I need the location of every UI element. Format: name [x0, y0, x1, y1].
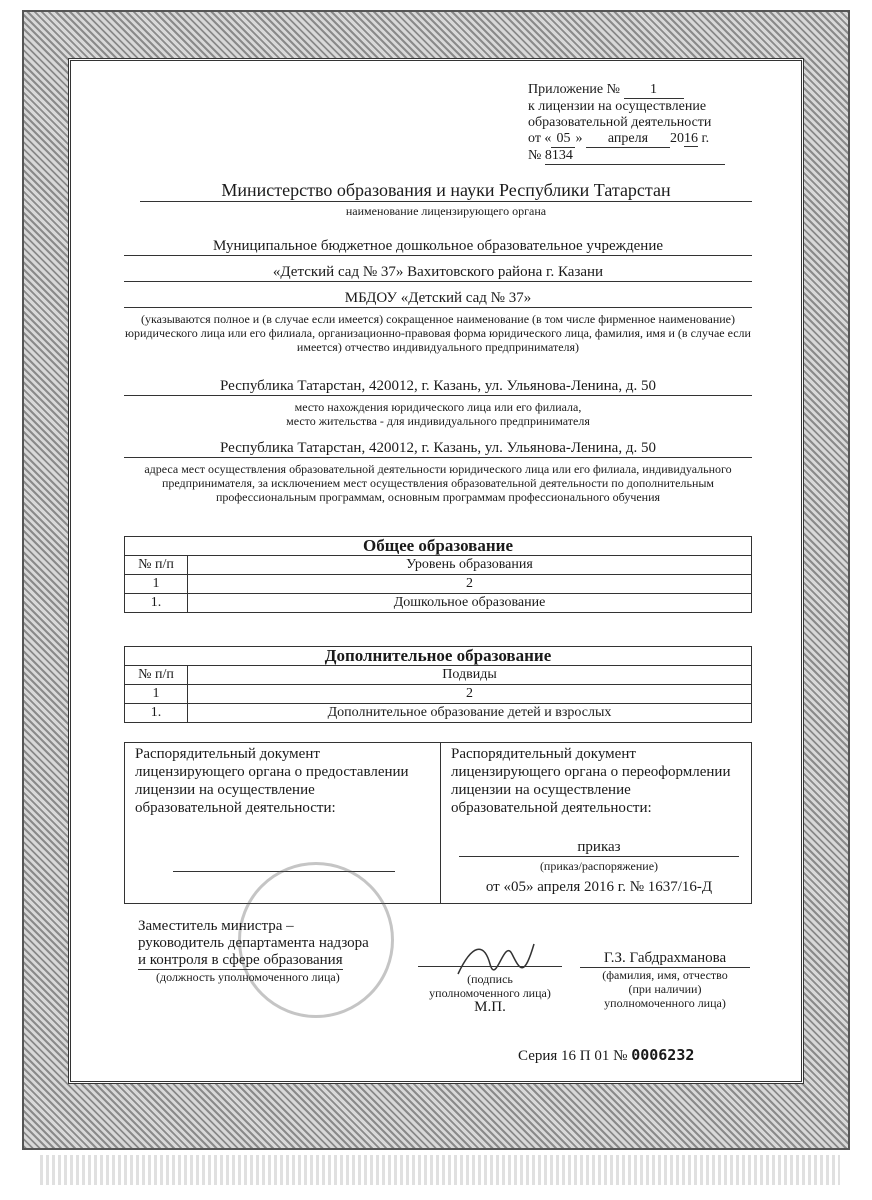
date-mid: » — [575, 131, 583, 146]
appendix-line3: образовательной деятельности — [528, 115, 712, 130]
series-no-label: № — [613, 1048, 628, 1064]
orders-block — [124, 742, 752, 904]
signature-caption — [400, 972, 580, 1014]
signature-caption2: уполномоченного лица) — [429, 986, 551, 1000]
org-line3: МБДОУ «Детский сад № 37» — [124, 290, 752, 308]
orders-right-text: Распорядительный документ лицензирующего органа о переоформлении лицензии на осуществление образовательной деятельности: — [451, 746, 731, 816]
authority-name: Министерство образования и науки Республики Татарстан — [140, 180, 752, 202]
series-number: 0006232 — [631, 1046, 695, 1064]
appendix-line2: к лицензии на осуществление — [528, 99, 707, 114]
series-value: 16 П 01 — [561, 1048, 610, 1064]
general-row-value: Дошкольное образование — [188, 594, 752, 613]
general-row-number: 1. — [125, 594, 188, 613]
activity-address: Республика Татарстан, 420012, г. Казань, ул. Ульянова-Ленина, д. 50 — [124, 440, 752, 458]
signature-caption1: (подпись — [467, 972, 513, 986]
appendix-header — [528, 82, 738, 165]
table-row — [125, 704, 752, 723]
general-index-2: 2 — [188, 575, 752, 594]
location-address: Республика Татарстан, 420012, г. Казань, ул. Ульянова-Ленина, д. 50 — [124, 378, 752, 396]
general-index-1: 1 — [125, 575, 188, 594]
location-caption1: место нахождения юридического лица или его филиала, — [294, 400, 582, 414]
series-label: Серия — [518, 1048, 558, 1064]
general-col-number: № п/п — [125, 556, 188, 575]
authority-caption: наименование лицензирующего органа — [345, 204, 547, 218]
org-caption: (указываются полное и (в случае если имеется) сокращенное наименование (в том числе фирменное наименование) юридического лица или его филиала, организационно-правовая форма юридического лица, фамилия, имя и (в случае если имеется) отчество индивидуального предпринимателя) — [125, 312, 751, 354]
order-type: приказ — [459, 839, 739, 857]
position-line1: Заместитель министра – — [138, 918, 294, 934]
name-caption2: (при наличии) — [628, 982, 702, 996]
additional-title: Дополнительное образование — [125, 647, 752, 666]
appendix-label: Приложение № — [528, 82, 620, 97]
series-line — [518, 1046, 694, 1065]
additional-row-number: 1. — [125, 704, 188, 723]
seal-place: М.П. — [474, 999, 506, 1015]
orders-divider — [440, 743, 441, 903]
location-caption2: место жительства - для индивидуального предпринимателя — [286, 414, 590, 428]
position-line3: и контроля в сфере образования — [138, 952, 343, 968]
additional-col-subtypes: Подвиды — [188, 666, 752, 685]
bottom-scan-artifact — [40, 1155, 840, 1185]
year-suffix: 16 — [683, 131, 698, 146]
additional-index-1: 1 — [125, 685, 188, 704]
additional-row-value: Дополнительное образование детей и взрослых — [188, 704, 752, 723]
order-type-caption: (приказ/распоряжение) — [539, 859, 659, 873]
position-caption: (должность уполномоченного лица) — [156, 970, 340, 984]
name-caption1: (фамилия, имя, отчество — [602, 968, 728, 982]
orders-left-text: Распорядительный документ лицензирующего органа о предоставлении лицензии на осуществление образовательной деятельности: — [135, 746, 409, 816]
general-title: Общее образование — [125, 537, 752, 556]
date-day: 05 — [551, 131, 575, 148]
activity-caption: адреса мест осуществления образовательной деятельности юридического лица или его филиала, индивидуального предпринимателя, за исключением мест осуществления образовательной деятельности по дополнительным профессиональным программам, основным программам профессионального обучения — [144, 462, 732, 504]
general-education-table — [124, 536, 752, 613]
signatory-name-block — [580, 950, 750, 1010]
additional-education-table — [124, 646, 752, 723]
additional-index-2: 2 — [188, 685, 752, 704]
license-number: 8134 — [545, 148, 725, 165]
date-month: апреля — [586, 131, 670, 148]
name-caption3: уполномоченного лица) — [604, 996, 726, 1010]
appendix-number: 1 — [624, 82, 684, 99]
date-prefix: от « — [528, 131, 552, 146]
order-reference: от «05» апреля 2016 г. № 1637/16-Д — [485, 879, 713, 895]
signatory-position — [138, 918, 408, 984]
general-col-level: Уровень образования — [188, 556, 752, 575]
year-unit: г. — [701, 131, 710, 146]
org-line2: «Детский сад № 37» Вахитовского района г. Казани — [124, 264, 752, 282]
license-no-label: № — [528, 148, 542, 163]
additional-col-number: № п/п — [125, 666, 188, 685]
signatory-name: Г.З. Габдрахманова — [580, 950, 750, 968]
signature-line — [418, 966, 562, 967]
table-row — [125, 594, 752, 613]
year-prefix: 20 — [669, 131, 684, 146]
org-line1: Муниципальное бюджетное дошкольное образовательное учреждение — [124, 238, 752, 256]
position-line2: руководитель департамента надзора — [138, 935, 369, 951]
